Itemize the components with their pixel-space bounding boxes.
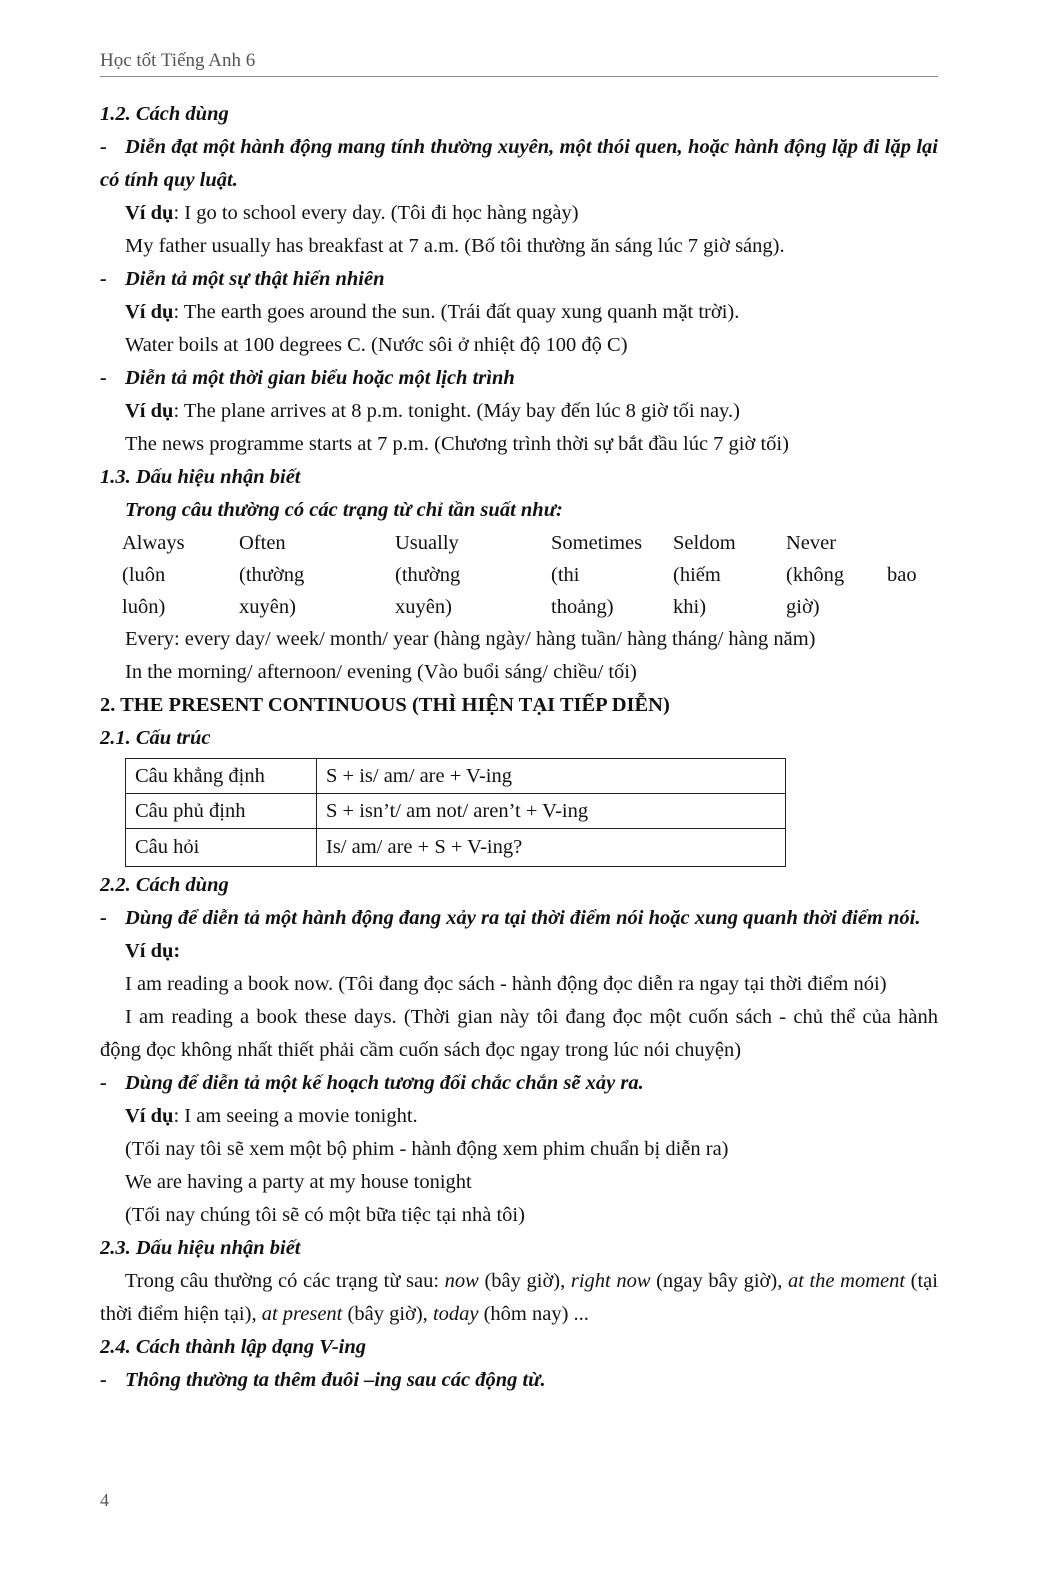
section-heading-2-2: 2.2. Cách dùng	[100, 874, 229, 896]
usage-2: - Dùng để diễn tả một kế hoạch tương đối chắc chắn sẽ xảy ra.	[100, 1072, 644, 1094]
table-cell: S + is/ am/ are + V-ing	[317, 759, 786, 794]
ving-rule: - Thông thường ta thêm đuôi –ing sau các động từ.	[100, 1369, 546, 1391]
adverb-vi: (thường	[395, 564, 461, 586]
signal-every: Every: every day/ week/ month/ year (hàng ngày/ hàng tuần/ hàng tháng/ hàng năm)	[125, 628, 816, 650]
page-header: Học tốt Tiếng Anh 6	[100, 50, 938, 77]
adverb-vi: xuyên)	[239, 596, 296, 618]
page-content	[100, 98, 938, 1397]
frequency-intro: Trong câu thường có các trạng từ chỉ tần suất như:	[125, 499, 563, 521]
adverb-en: Never	[786, 532, 837, 554]
table-cell: Câu phủ định	[126, 794, 317, 829]
adverb-en: Usually	[395, 532, 459, 554]
section-heading-2-4: 2.4. Cách thành lập dạng V-ing	[100, 1336, 367, 1358]
example: I am reading a book these days. (Thời gian này tôi đang đọc một cuốn sách - chủ thể của hành động đọc không nhất thiết phải cầm cuốn sách đọc ngay trong lúc nói chuyện)	[100, 1006, 938, 1061]
example-label: Ví dụ:	[125, 940, 181, 962]
table-row	[126, 829, 786, 867]
adverb-vi: giờ)	[786, 596, 820, 618]
adverb-vi: bao	[887, 564, 917, 586]
page-number: 4	[100, 1490, 109, 1510]
structure-table	[125, 758, 786, 867]
adverb-vi: (luôn	[122, 564, 166, 586]
usage-1: - Diễn đạt một hành động mang tính thường xuyên, một thói quen, hoặc hành động lặp đi lặp lại có tính quy luật.	[100, 136, 938, 191]
example: I am reading a book now. (Tôi đang đọc sách - hành động đọc diễn ra ngay tại thời điểm nói)	[125, 973, 887, 995]
example: Water boils at 100 degrees C. (Nước sôi ở nhiệt độ 100 độ C)	[125, 334, 628, 356]
table-cell: Câu hỏi	[126, 829, 317, 867]
section-heading-1-3: 1.3. Dấu hiệu nhận biết	[100, 466, 301, 488]
adverb-vi: (không	[786, 564, 845, 586]
example: (Tối nay tôi sẽ xem một bộ phim - hành động xem phim chuẩn bị diễn ra)	[125, 1138, 729, 1160]
adverb-en: Seldom	[673, 532, 736, 554]
adverb-vi: thoảng)	[551, 596, 614, 618]
table-cell: S + isn’t/ am not/ aren’t + V-ing	[317, 794, 786, 829]
table-cell: Câu khẳng định	[126, 759, 317, 794]
adverb-vi: xuyên)	[395, 596, 452, 618]
section-heading-2-1: 2.1. Cấu trúc	[100, 727, 211, 749]
table-row	[126, 794, 786, 829]
example: Ví dụ: The earth goes around the sun. (Trái đất quay xung quanh mặt trời).	[125, 301, 740, 323]
example: Ví dụ: The plane arrives at 8 p.m. tonight. (Máy bay đến lúc 8 giờ tối nay.)	[125, 400, 740, 422]
section-heading-2: 2. THE PRESENT CONTINUOUS (THÌ HIỆN TẠI TIẾP DIỄN)	[100, 694, 670, 716]
example: Ví dụ: I go to school every day. (Tôi đi học hàng ngày)	[125, 202, 579, 224]
section-heading-1-2: 1.2. Cách dùng	[100, 103, 229, 125]
frequency-adverbs-row	[100, 527, 938, 623]
adverb-vi: (thi	[551, 564, 580, 586]
signal-words-paragraph: Trong câu thường có các trạng từ sau: now (bây giờ), right now (ngay bây giờ), at the moment (tại thời điểm hiện tại), at present (bây giờ), today (hôm nay) ...	[100, 1270, 938, 1325]
example: We are having a party at my house tonight	[125, 1171, 472, 1193]
table-cell: Is/ am/ are + S + V-ing?	[317, 829, 786, 867]
signal-morning: In the morning/ afternoon/ evening (Vào buổi sáng/ chiều/ tối)	[125, 661, 637, 683]
example: Ví dụ: I am seeing a movie tonight.	[125, 1105, 418, 1127]
adverb-vi: luôn)	[122, 596, 166, 618]
usage-2: - Diễn tả một sự thật hiển nhiên	[100, 268, 385, 290]
adverb-en: Always	[122, 532, 185, 554]
table-row	[126, 759, 786, 794]
usage-3: - Diễn tả một thời gian biểu hoặc một lịch trình	[100, 367, 515, 389]
example: (Tối nay chúng tôi sẽ có một bữa tiệc tại nhà tôi)	[125, 1204, 525, 1226]
adverb-vi: (thường	[239, 564, 305, 586]
adverb-en: Often	[239, 532, 286, 554]
adverb-vi: khi)	[673, 596, 707, 618]
adverb-en	[887, 527, 960, 559]
section-heading-2-3: 2.3. Dấu hiệu nhận biết	[100, 1237, 301, 1259]
adverb-vi: (hiếm	[673, 564, 721, 586]
usage-1: - Dùng để diễn tả một hành động đang xảy ra tại thời điểm nói hoặc xung quanh thời điểm nói.	[100, 907, 921, 929]
example: The news programme starts at 7 p.m. (Chương trình thời sự bắt đầu lúc 7 giờ tối)	[125, 433, 789, 455]
adverb-en: Sometimes	[551, 532, 643, 554]
adverb-vi	[887, 591, 960, 623]
example: My father usually has breakfast at 7 a.m. (Bố tôi thường ăn sáng lúc 7 giờ sáng).	[125, 235, 785, 257]
